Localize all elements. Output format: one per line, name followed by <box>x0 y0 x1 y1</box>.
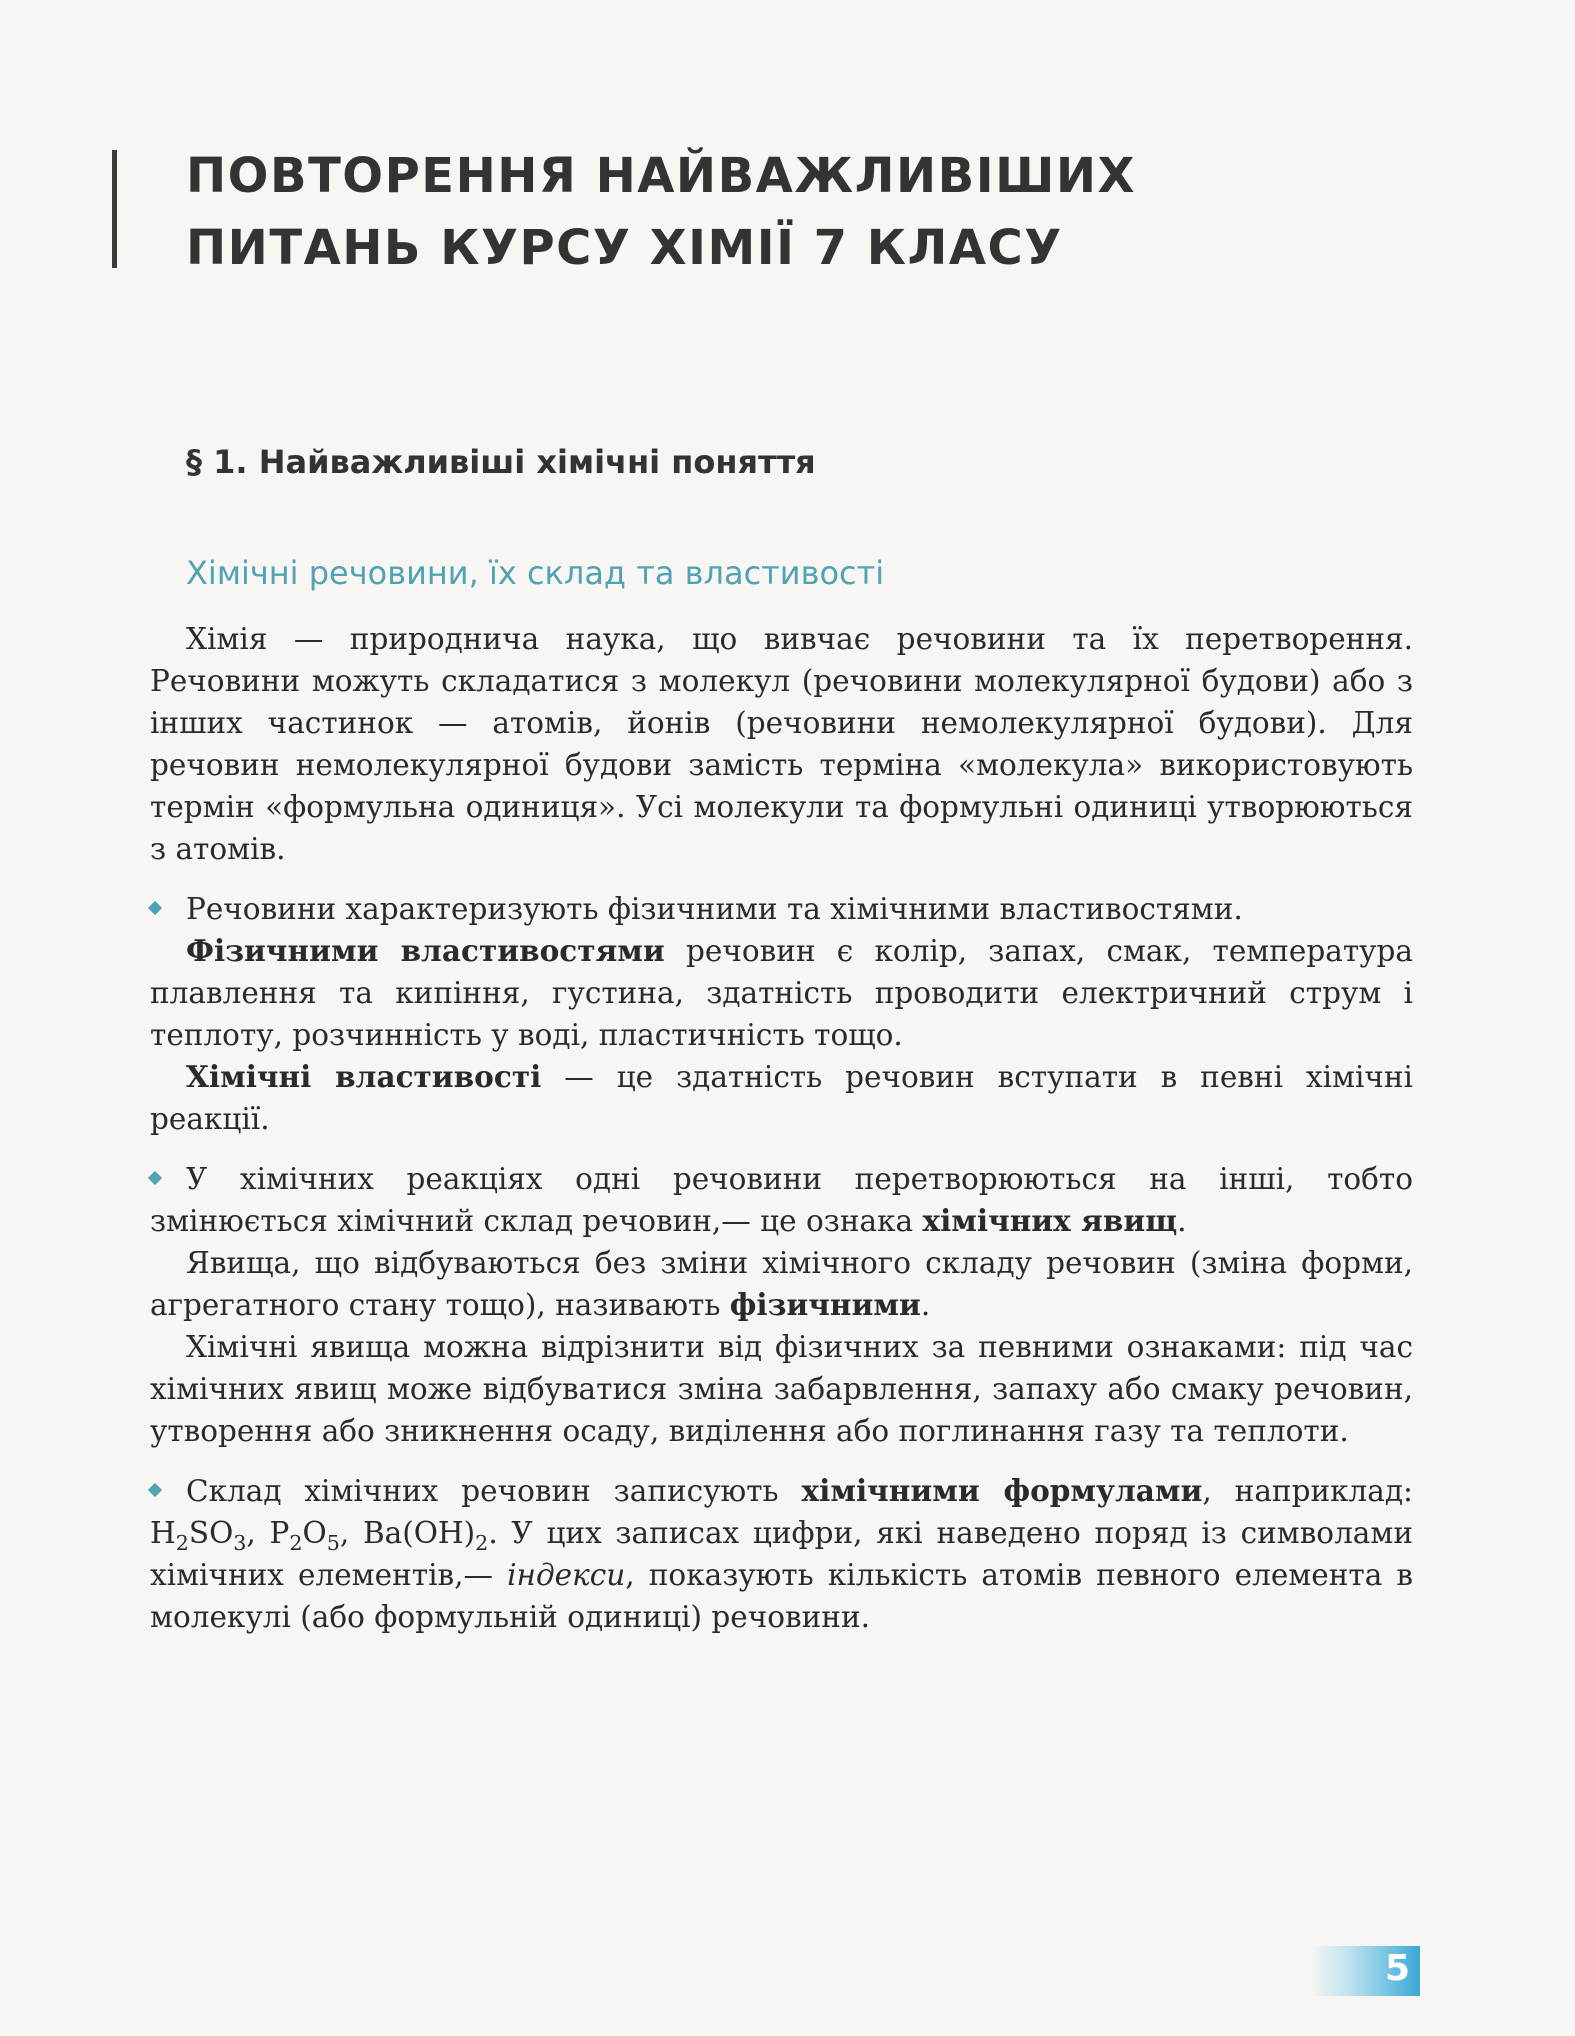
term-physical-phenomena: фізичними <box>729 1287 921 1322</box>
physical-phenomena-text: Явища, що відбуваються без зміни хімічного складу речовин (зміна форми, агрегатного стану тощо), називають <box>150 1246 1413 1322</box>
chemical-properties-text: — це здатність речовин вступати в певні хімічні реакції. <box>150 1060 1413 1136</box>
formula-list: $H_2SO_3$, $P_2O_5$, $Ba(OH)_2$ <box>150 1516 489 1555</box>
diamond-bullet-icon <box>148 901 162 915</box>
term-physical-properties: Фізичними властивостями <box>186 933 665 968</box>
paragraph-physical-properties <box>150 930 1413 1056</box>
paragraph-chemical-properties <box>150 1056 1413 1140</box>
paragraph-properties <box>150 888 1413 930</box>
paragraph-intro: Хімія — природнича наука, що вивчає речовини та їх перетворення. Речовини можуть складатися з молекул (речовини молекулярної будови) або з інших частинок — атомів, йонів (речовини немолекулярної будови). Для речовин немолекулярної будови замість терміна «молекула» використовують термін «формульна одиниця». Усі молекули та формульні одиниці утворюються з атомів. <box>150 622 1413 866</box>
formulas-text-d: , показують кількість атомів певного елемента в молекулі (або формульній одиниці) речовини. <box>150 1558 1413 1634</box>
chapter-title-line-1: ПОВТОРЕННЯ НАЙВАЖЛИВІШИХ <box>186 148 1137 204</box>
term-indices: індекси <box>507 1558 626 1592</box>
chemical-formula: $H_2SO_3$ <box>150 1516 247 1555</box>
term-chemical-properties: Хімічні властивості <box>186 1059 542 1094</box>
physical-properties-text: речовин є колір, запах, смак, температура плавлення та кипіння, густина, здатність проводити електричний струм і теплоту, розчинність у воді, пластичність тощо. <box>150 934 1413 1052</box>
chemical-phenomena-text: У хімічних реакціях одні речовини перетворюються на інші, тобто змінюється хімічний склад речовин,— це ознака <box>150 1162 1413 1238</box>
term-chemical-phenomena: хімічних явищ <box>922 1203 1178 1238</box>
page-number: 5 <box>1384 1948 1410 1989</box>
chemical-formula: $Ba(OH)_2$ <box>362 1516 489 1555</box>
chapter-title <box>186 140 1136 284</box>
paragraph-chemical-phenomena <box>150 1158 1413 1242</box>
page-number-tab <box>1310 1946 1420 1996</box>
term-chemical-formulas: хімічними формулами <box>801 1473 1203 1508</box>
page-content <box>150 618 1413 1638</box>
chemical-formula: $P_2O_5$ <box>269 1516 340 1555</box>
formulas-text-b: , наприклад: <box>1202 1474 1413 1508</box>
section-title: § 1. Найважливіші хімічні поняття <box>186 443 816 481</box>
formulas-text-a: Склад хімічних речовин записують <box>186 1474 802 1508</box>
paragraph-physical-phenomena <box>150 1242 1413 1326</box>
paragraph-formulas <box>150 1470 1413 1638</box>
diamond-bullet-icon <box>148 1483 162 1497</box>
chapter-title-bar <box>112 150 117 268</box>
formulas-text-c: . У цих записах цифри, які наведено поряд із символами хімічних елементів,— <box>150 1516 1414 1592</box>
subsection-title: Хімічні речовини, їх склад та властивості <box>186 554 885 592</box>
chapter-title-line-2: ПИТАНЬ КУРСУ ХІМІЇ 7 КЛАСУ <box>186 220 1063 276</box>
physical-phenomena-end: . <box>920 1288 931 1322</box>
chemical-phenomena-end: . <box>1177 1204 1187 1238</box>
paragraph-properties-text: Речовини характеризують фізичними та хімічними властивостями. <box>186 892 1243 926</box>
diamond-bullet-icon <box>148 1171 162 1185</box>
paragraph-phenomena-signs: Хімічні явища можна відрізнити від фізичних за певними ознаками: під час хімічних явищ може відбуватися зміна забарвлення, запаху або смаку речовин, утворення або зникнення осаду, виділення або поглинання газу та теплоти. <box>150 1330 1413 1448</box>
